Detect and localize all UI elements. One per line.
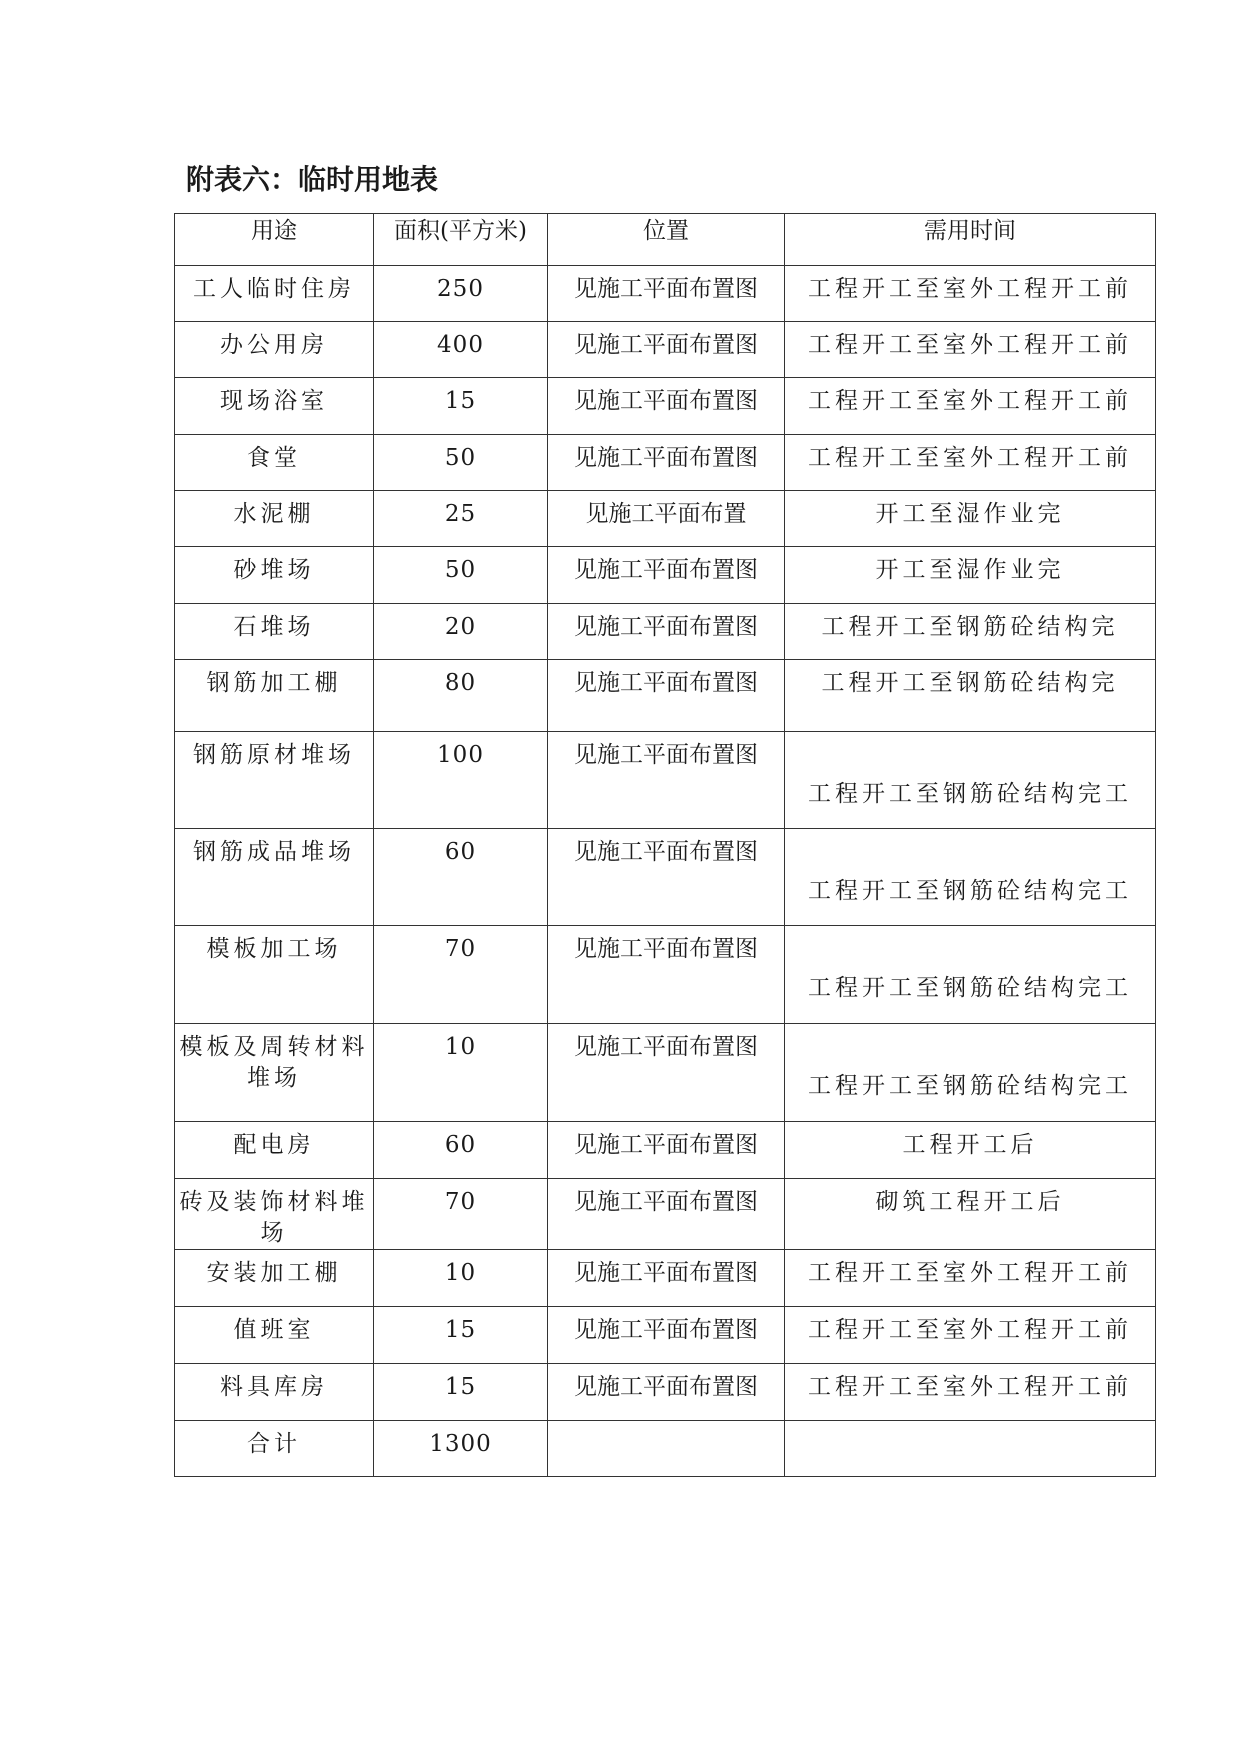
table-header-row [175,214,1156,266]
location-cell: 见施工平面布置图 [548,829,785,926]
area-cell: 10 [374,1024,548,1122]
time-cell: 工程开工后 [785,1122,1156,1179]
table-row [175,435,1156,491]
use-cell: 食堂 [175,435,374,491]
area-cell: 400 [374,322,548,378]
location-cell: 见施工平面布置图 [548,547,785,604]
location-cell: 见施工平面布置图 [548,435,785,491]
use-cell: 水泥棚 [175,491,374,547]
use-cell: 模板及周转材料堆场 [175,1024,374,1122]
time-cell: 工程开工至钢筋砼结构完 [785,660,1156,732]
table-row [175,266,1156,322]
time-cell: 工程开工至室外工程开工前 [785,1364,1156,1421]
time-cell: 工程开工至室外工程开工前 [785,378,1156,435]
total-label: 合计 [175,1421,374,1477]
total-row [175,1421,1156,1477]
total-time [785,1421,1156,1477]
table-row [175,604,1156,660]
header-use: 用途 [175,214,374,266]
use-cell: 钢筋原材堆场 [175,732,374,829]
land-use-table [174,213,1156,1477]
total-location [548,1421,785,1477]
area-cell: 25 [374,491,548,547]
time-cell: 砌筑工程开工后 [785,1179,1156,1250]
use-cell: 安装加工棚 [175,1250,374,1307]
use-cell: 砖及装饰材料堆场 [175,1179,374,1250]
location-cell: 见施工平面布置图 [548,1179,785,1250]
table-row [175,1307,1156,1364]
time-cell: 工程开工至钢筋砼结构完工 [785,926,1156,1024]
total-area: 1300 [374,1421,548,1477]
use-cell: 料具库房 [175,1364,374,1421]
use-cell: 办公用房 [175,322,374,378]
table-row [175,829,1156,926]
use-cell: 值班室 [175,1307,374,1364]
location-cell: 见施工平面布置图 [548,266,785,322]
table-row [175,1024,1156,1122]
area-cell: 15 [374,1364,548,1421]
header-location: 位置 [548,214,785,266]
header-time: 需用时间 [785,214,1156,266]
location-cell: 见施工平面布置 [548,491,785,547]
use-cell: 钢筋加工棚 [175,660,374,732]
use-cell: 配电房 [175,1122,374,1179]
table-row [175,1122,1156,1179]
table-row [175,1179,1156,1250]
table-row [175,732,1156,829]
area-cell: 50 [374,435,548,491]
area-cell: 80 [374,660,548,732]
area-cell: 70 [374,926,548,1024]
time-cell: 工程开工至钢筋砼结构完 [785,604,1156,660]
use-cell: 工人临时住房 [175,266,374,322]
area-cell: 50 [374,547,548,604]
time-cell: 工程开工至室外工程开工前 [785,1307,1156,1364]
location-cell: 见施工平面布置图 [548,660,785,732]
table-row [175,322,1156,378]
time-cell: 工程开工至室外工程开工前 [785,1250,1156,1307]
area-cell: 100 [374,732,548,829]
page-title: 附表六：临时用地表 [186,163,439,196]
area-cell: 10 [374,1250,548,1307]
location-cell: 见施工平面布置图 [548,604,785,660]
area-cell: 60 [374,1122,548,1179]
use-cell: 模板加工场 [175,926,374,1024]
table-row [175,1364,1156,1421]
location-cell: 见施工平面布置图 [548,1250,785,1307]
time-cell: 工程开工至室外工程开工前 [785,435,1156,491]
time-cell: 工程开工至钢筋砼结构完工 [785,732,1156,829]
table-row [175,926,1156,1024]
area-cell: 250 [374,266,548,322]
table-row [175,378,1156,435]
location-cell: 见施工平面布置图 [548,926,785,1024]
header-area: 面积(平方米) [374,214,548,266]
location-cell: 见施工平面布置图 [548,378,785,435]
area-cell: 15 [374,378,548,435]
table-row [175,491,1156,547]
area-cell: 20 [374,604,548,660]
area-cell: 15 [374,1307,548,1364]
use-cell: 砂堆场 [175,547,374,604]
location-cell: 见施工平面布置图 [548,1307,785,1364]
use-cell: 石堆场 [175,604,374,660]
location-cell: 见施工平面布置图 [548,322,785,378]
location-cell: 见施工平面布置图 [548,1024,785,1122]
time-cell: 工程开工至室外工程开工前 [785,266,1156,322]
use-cell: 现场浴室 [175,378,374,435]
table-row [175,660,1156,732]
time-cell: 工程开工至钢筋砼结构完工 [785,829,1156,926]
time-cell: 开工至湿作业完 [785,547,1156,604]
time-cell: 工程开工至钢筋砼结构完工 [785,1024,1156,1122]
area-cell: 60 [374,829,548,926]
use-cell: 钢筋成品堆场 [175,829,374,926]
location-cell: 见施工平面布置图 [548,1364,785,1421]
time-cell: 开工至湿作业完 [785,491,1156,547]
location-cell: 见施工平面布置图 [548,732,785,829]
table-row [175,1250,1156,1307]
location-cell: 见施工平面布置图 [548,1122,785,1179]
area-cell: 70 [374,1179,548,1250]
time-cell: 工程开工至室外工程开工前 [785,322,1156,378]
table-row [175,547,1156,604]
